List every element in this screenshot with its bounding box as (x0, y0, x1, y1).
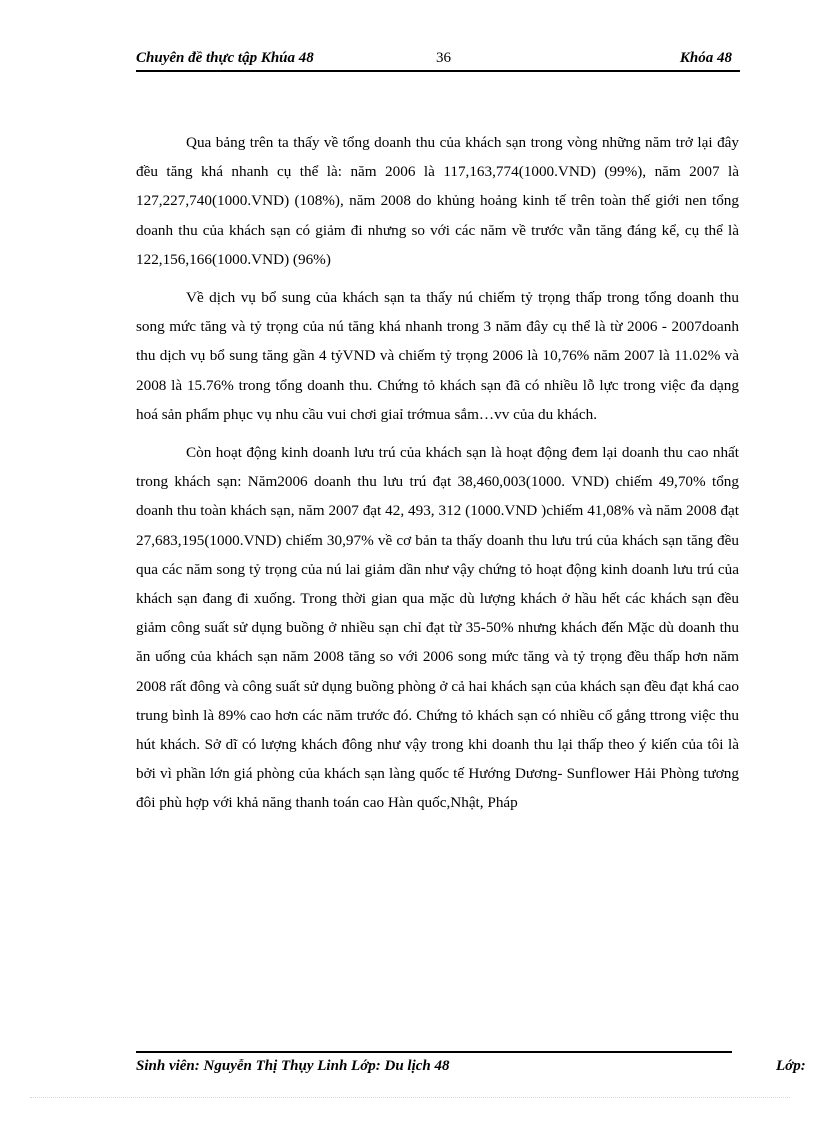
header-page-number: 36 (436, 50, 451, 66)
page-footer (136, 1058, 816, 1075)
footer-student: Sinh viên: Nguyễn Thị Thụy Linh Lớp: Du lịch 48 (136, 1058, 450, 1074)
header-course: Khóa 48 (679, 50, 732, 66)
footer-divider (136, 1051, 732, 1053)
footer-class: Lớp: (776, 1058, 806, 1074)
page-bottom-border (30, 1097, 790, 1098)
paragraph-total-revenue: Qua bảng trên ta thấy về tổng doanh thu của khách sạn trong vòng những năm trở lại đây đều tăng khá nhanh cụ thể là: năm 2006 là 117,163,774(1000.VND) (99%), năm 2007 là 127,227,740(1000.VND) (108%), năm 2008 do khủng hoảng kinh tế trên toàn thế giới nen tổng doanh thu của khách sạn có giảm đi nhưng so với các năm về trước vẫn tăng đáng kể, cụ thể là 122,156,166(1000.VND) (96%) (136, 134, 739, 268)
header-title: Chuyên đề thực tập Khúa 48 (136, 50, 314, 66)
body-text (136, 128, 739, 827)
header-divider (136, 70, 740, 72)
page-header (136, 50, 740, 70)
paragraph-supplementary-services: Về dịch vụ bổ sung của khách sạn ta thấy nú chiếm tỷ trọng thấp trong tổng doanh thu song mức tăng và tỷ trọng của nú tăng khá nhanh trong 3 năm đây cụ thể là từ 2006 - 2007doanh thu dịch vụ bổ sung tăng gần 4 tỷVND và chiếm tỷ trọng 2006 là 10,76% năm 2007 là 11.02% và 2008 là 15.76% trong tổng doanh thu. Chứng tỏ khách sạn đã có nhiều lỗ lực trong việc đa dạng hoá sản phẩm phục vụ nhu cầu vui chơi giaỉ trớmua sắm…vv của du khách. (136, 289, 739, 423)
paragraph-accommodation-revenue: Còn hoạt động kinh doanh lưu trú của khách sạn là hoạt động đem lại doanh thu cao nhất trong khách sạn: Năm2006 doanh thu lưu trú đạt 38,460,003(1000. VND) chiếm 49,70% tổng doanh thu toàn khách sạn, năm 2007 đạt 42, 493, 312 (1000.VND )chiếm 41,08% và năm 2008 đạt 27,683,195(1000.VND) chiếm 30,97% về cơ bản ta thấy doanh thu lưu trú của khách sạn tăng đều qua các năm song tỷ trọng của nú lai giảm dần như vậy chứng tỏ hoạt động kinh doanh lưu trú của khách sạn đang đi xuống. Trong thời gian qua mặc dù lượng khách ở hầu hết các khách sạn đều giảm công suất sử dụng buồng ở nhiều sạn chỉ đạt từ 35-50% nhưng khách đến Mặc dù doanh thu ăn uống của khách sạn năm 2008 tăng so với 2006 song mức tăng và tỷ trọng đều thấp hơn năm 2008 rất đông và công suất sử dụng buồng phòng ở cả hai khách sạn của khách sạn đều đạt khá cao trung bình là 89% cao hơn các năm trước đó. Chứng tỏ khách sạn có nhiều cố gắng ttrong việc thu hút khách. Sở dĩ có lượng khách đông như vậy trong khi doanh thu lại thấp theo ý kiến của tôi là bởi vì phần lớn giá phòng của khách sạn làng quốc tế Hướng Dương- Sunflower Hải Phòng tương đôi phù hợp với khả năng thanh toán cao Hàn quốc,Nhật, Pháp (136, 444, 739, 812)
